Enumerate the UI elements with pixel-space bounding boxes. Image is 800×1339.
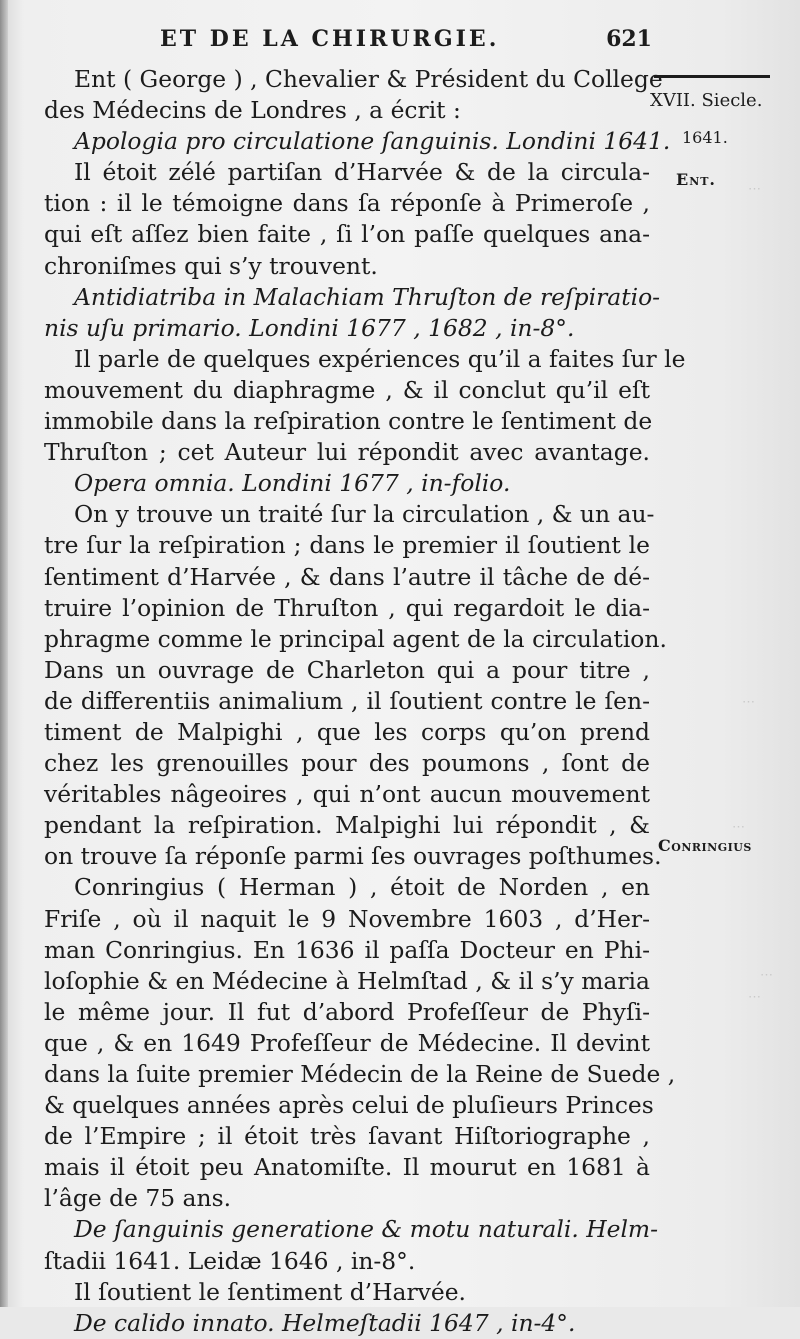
text-line: de l’Empire ; il étoit très ſavant Hiſtoriographe , bbox=[44, 1122, 650, 1151]
text-line: Il ſoutient le ſentiment d’Harvée. bbox=[74, 1277, 466, 1306]
margin-note-ent: Ent. bbox=[676, 170, 717, 189]
text-line: man Conringius. En 1636 il paſſa Docteur en Phi- bbox=[44, 935, 650, 964]
margin-note-century: XVII. Siecle. bbox=[650, 90, 763, 111]
text-line: dans la ſuite premier Médecin de la Reine de Suede , bbox=[44, 1060, 676, 1088]
page-number: 621 bbox=[606, 26, 652, 52]
margin-note-year: 1641. bbox=[682, 128, 728, 147]
text-line: tre ſur la reſpiration ; dans le premier il ſoutient le bbox=[44, 531, 650, 560]
running-head: ET DE LA CHIRURGIE. bbox=[160, 26, 500, 52]
text-line: qui eſt aſſez bien faite , ſi l’on paſſe quelques ana- bbox=[44, 220, 650, 249]
text-line: Antidiatriba in Malachiam Thruſton de reſpiratio- bbox=[74, 282, 661, 311]
text-line: Il étoit zélé partiſan d’Harvée & de la circula- bbox=[74, 158, 650, 187]
page-header bbox=[60, 26, 650, 58]
text-line: Ent ( George ) , Chevalier & Président du College bbox=[74, 65, 663, 93]
text-line: Apologia pro circulatione ſanguinis. Londini 1641. bbox=[74, 127, 671, 156]
bleed-through-mark: ⋯ bbox=[742, 695, 755, 710]
text-line: nis uſu primario. Londini 1677 , 1682 , in-8°. bbox=[44, 313, 575, 342]
text-line: ſentiment d’Harvée , & dans l’autre il tâche de dé- bbox=[44, 562, 650, 591]
text-line: On y trouve un traité ſur la circulation , & un au- bbox=[74, 500, 655, 529]
text-line: l’âge de 75 ans. bbox=[44, 1184, 232, 1213]
margin-note-conringius: Conringius bbox=[658, 836, 752, 855]
text-line: loſophie & en Médecine à Helmſtad , & il s’y maria bbox=[44, 966, 650, 995]
bleed-through-mark: ⋯ bbox=[748, 182, 761, 197]
text-line: Il parle de quelques expériences qu’il a faites ſur le bbox=[74, 344, 686, 373]
text-line: De ſanguinis generatione & motu naturali. Helm- bbox=[74, 1215, 659, 1244]
text-line: véritables nâgeoires , qui n’ont aucun mouvement bbox=[44, 780, 650, 809]
text-line: & quelques années après celui de pluſieurs Princes bbox=[44, 1091, 654, 1120]
text-line: ſtadii 1641. Leidæ 1646 , in-8°. bbox=[44, 1246, 416, 1275]
text-line: phragme comme le principal agent de la circulation. bbox=[44, 624, 667, 653]
bleed-through-mark: ⋯ bbox=[732, 820, 745, 835]
bleed-through-mark: ⋯ bbox=[760, 968, 773, 983]
page-gutter bbox=[0, 0, 8, 1307]
text-line: le même jour. Il fut d’abord Profeſſeur de Phyſi- bbox=[44, 997, 650, 1026]
text-line: Dans un ouvrage de Charleton qui a pour titre , bbox=[44, 655, 650, 684]
text-line: Thruſton ; cet Auteur lui répondit avec avantage. bbox=[44, 438, 650, 467]
text-line: pendant la reſpiration. Malpighi lui répondit , & bbox=[44, 811, 650, 840]
text-line: tion : il le témoigne dans ſa réponſe à Primeroſe , bbox=[44, 189, 650, 218]
text-line: chez les grenouilles pour des poumons , ſont de bbox=[44, 749, 650, 778]
text-line: on trouve ſa réponſe parmi ſes ouvrages poſthumes. bbox=[44, 842, 662, 871]
margin-rule bbox=[654, 75, 770, 78]
text-line: timent de Malpighi , que les corps qu’on prend bbox=[44, 717, 650, 746]
text-line: Opera omnia. Londini 1677 , in-folio. bbox=[74, 469, 511, 498]
text-line: immobile dans la reſpiration contre le ſentiment de bbox=[44, 407, 653, 436]
text-line: mais il étoit peu Anatomiſte. Il mourut en 1681 à bbox=[44, 1153, 650, 1182]
text-line: que , & en 1649 Profeſſeur de Médecine. Il devint bbox=[44, 1028, 650, 1057]
text-line: truire l’opinion de Thruſton , qui regardoit le dia- bbox=[44, 593, 650, 622]
text-line: Conringius ( Herman ) , étoit de Norden , en bbox=[74, 873, 650, 902]
bleed-through-mark: ⋯ bbox=[748, 990, 761, 1005]
text-line: de differentiis animalium , il ſoutient contre le ſen- bbox=[44, 686, 650, 715]
body-text bbox=[44, 64, 686, 1339]
text-line: De calido innato. Helmeſtadii 1647 , in-4°. bbox=[74, 1308, 576, 1337]
text-line: chroniſmes qui s’y trouvent. bbox=[44, 251, 378, 280]
text-line: Friſe , où il naquit le 9 Novembre 1603 , d’Her- bbox=[44, 904, 650, 933]
text-line: mouvement du diaphragme , & il conclut qu’il eſt bbox=[44, 375, 650, 404]
text-line: des Médecins de Londres , a écrit : bbox=[44, 96, 461, 125]
